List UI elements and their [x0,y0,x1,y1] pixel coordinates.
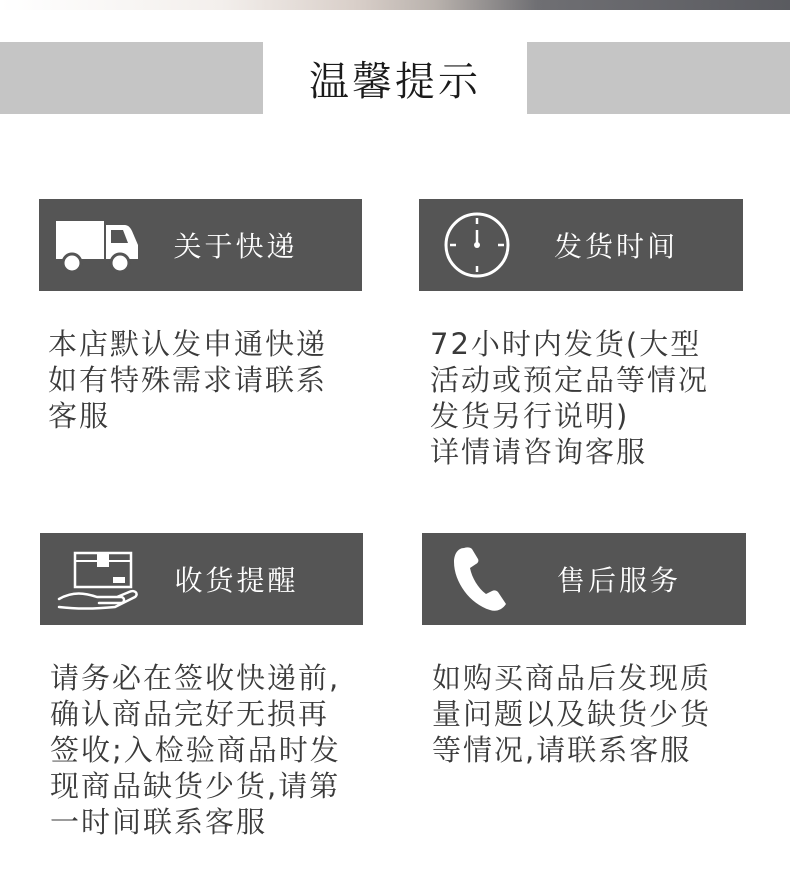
card-text-receipt: 请务必在签收快递前, 确认商品完好无损再 签收;入检验商品时发 现商品缺货少货,请第 一时间联系客服 [50,661,341,839]
card-header-delivery [39,199,362,291]
card-header-after-sales [422,533,746,625]
card-header-label: 发货时间 [553,230,678,263]
card-header-label: 收货提醒 [174,564,299,597]
card-text-shipping-time: 72小时内发货(大型 活动或预定品等情况 发货另行说明) 详情请咨询客服 [430,327,710,469]
card-header-label: 关于快递 [173,230,298,263]
top-photo-strip [0,0,790,10]
card-text-delivery: 本店默认发申通快递 如有特殊需求请联系 客服 [48,327,328,433]
title-bar-left [0,42,263,114]
page-title: 温馨提示 [309,58,481,105]
card-header-label: 售后服务 [556,564,681,597]
title-bar-right [527,42,790,114]
card-header-receipt [40,533,363,625]
card-header-shipping-time [419,199,743,291]
card-text-after-sales: 如购买商品后发现质 量问题以及缺货少货 等情况,请联系客服 [432,661,712,767]
